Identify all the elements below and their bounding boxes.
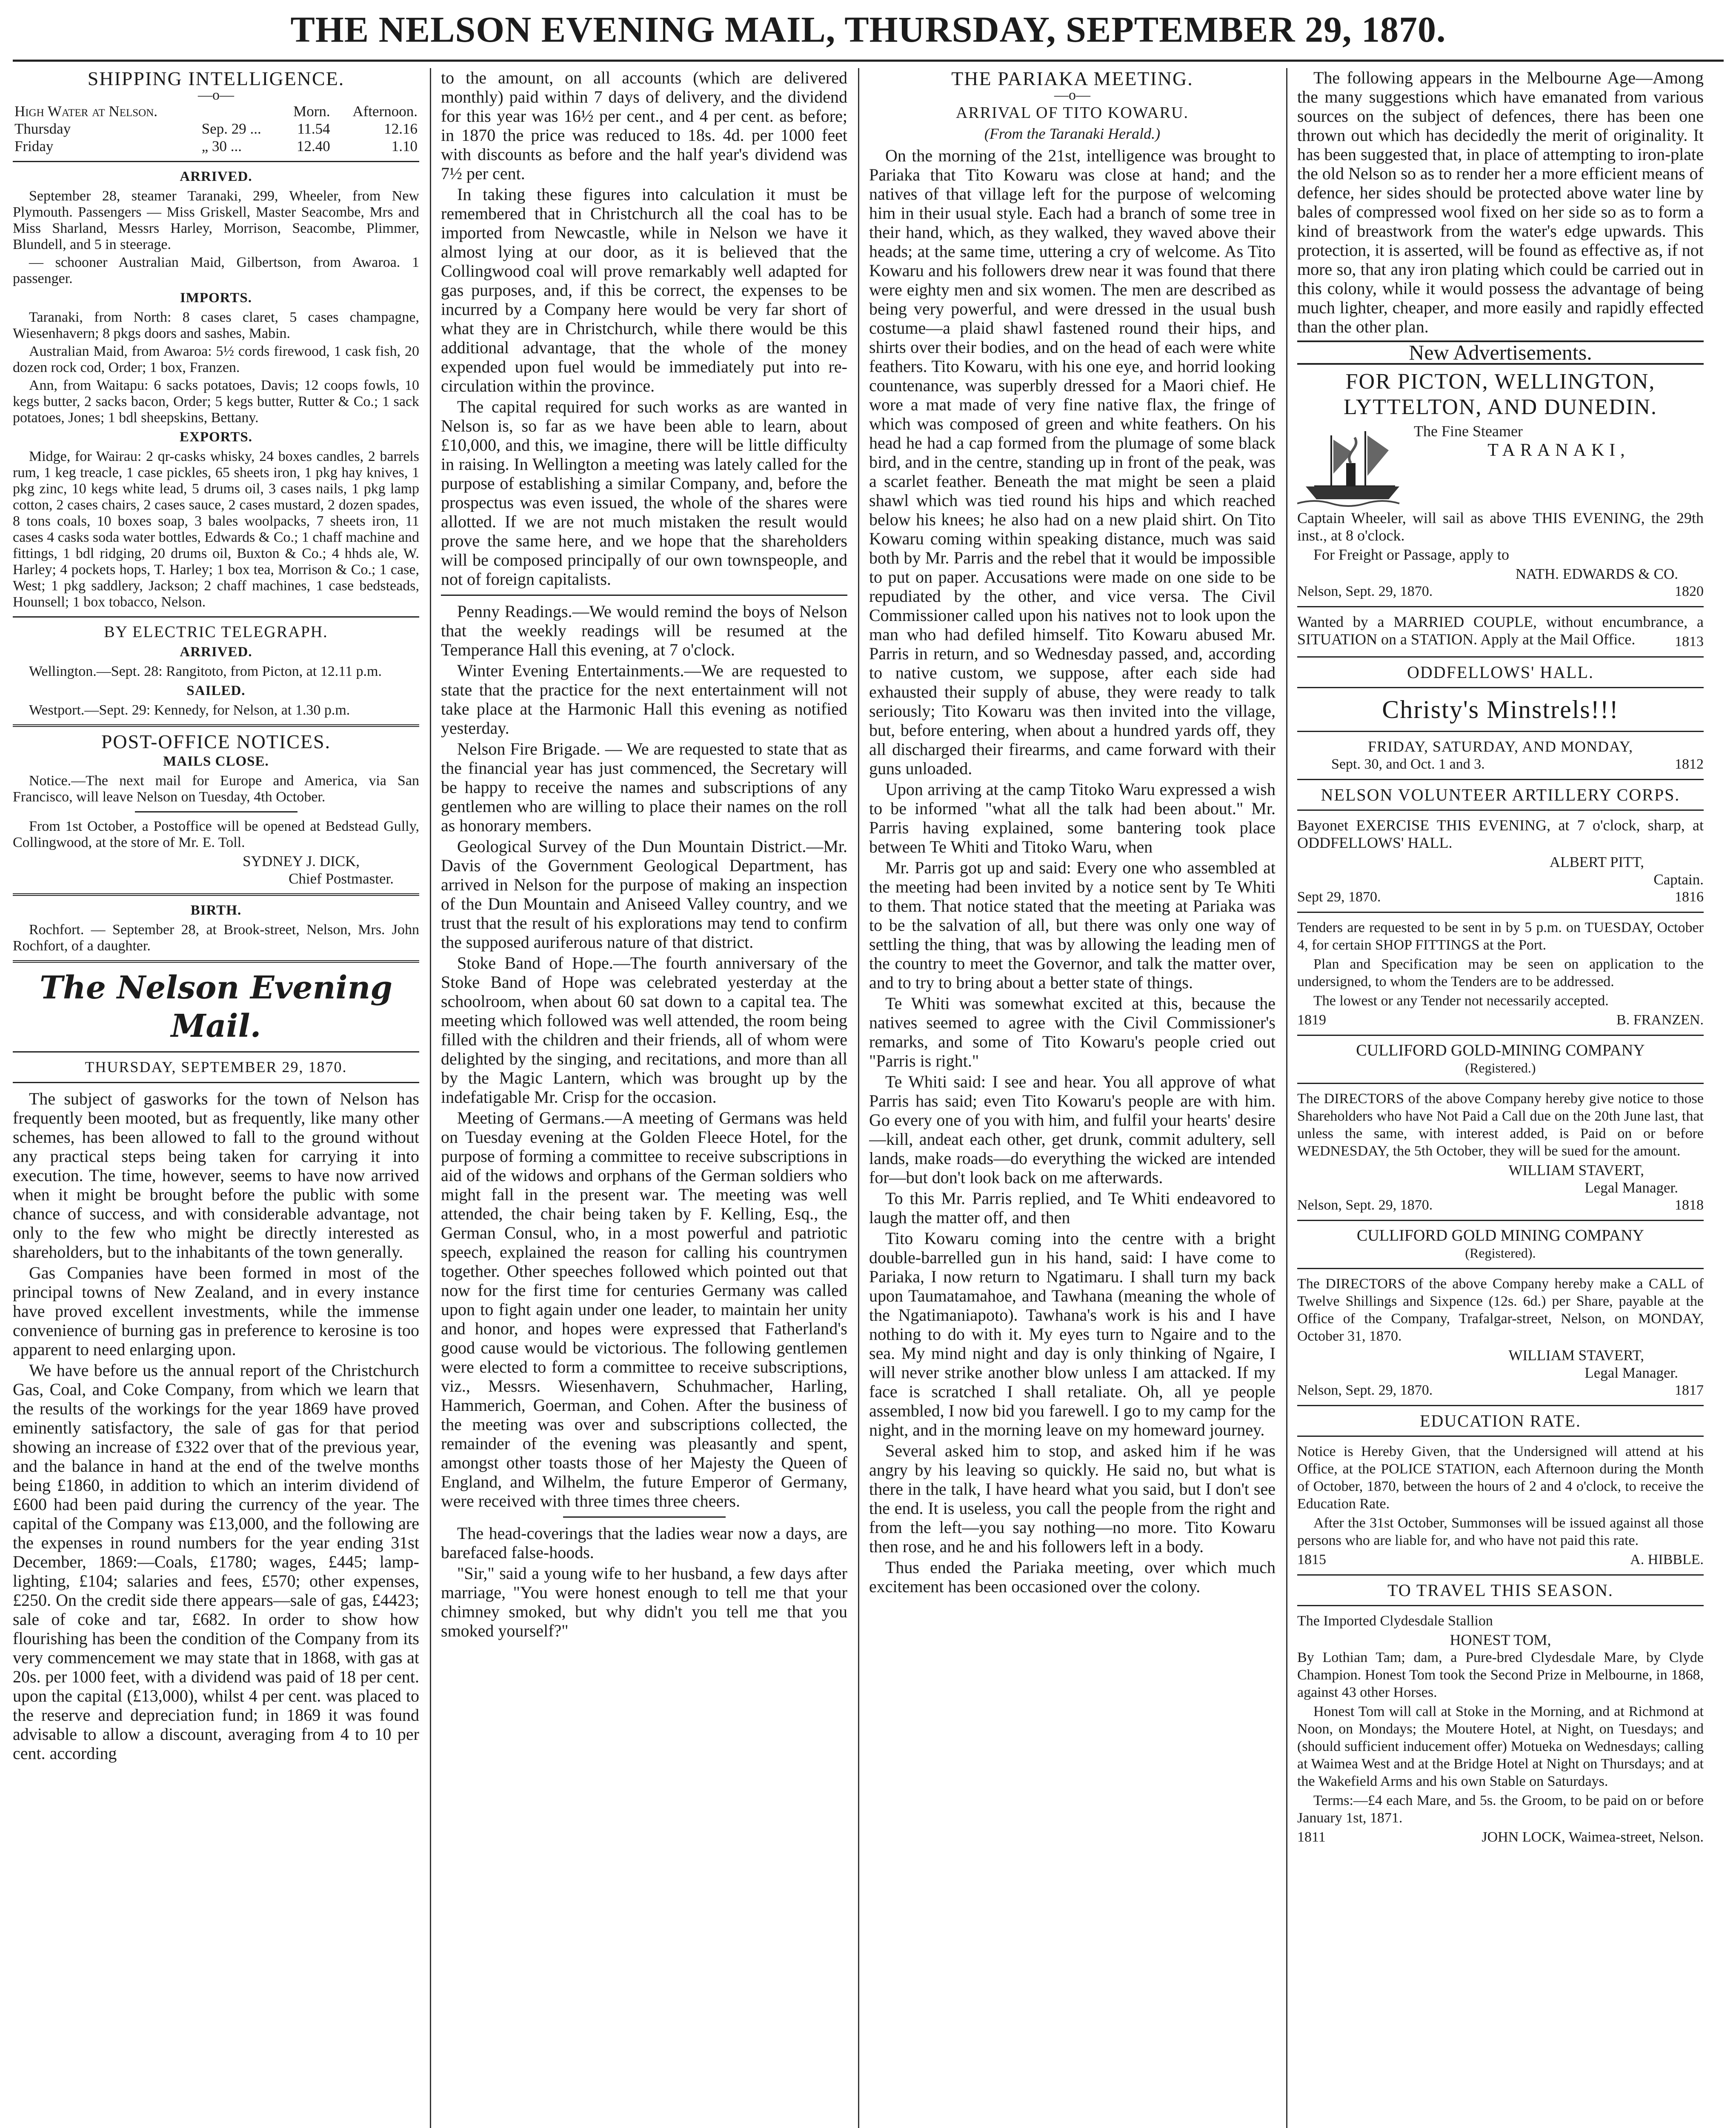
ad-text: Wanted by a MARRIED COUPLE, without encumbrance, a SITUATION on a STATION. Apply at the Mail Office. (1297, 613, 1704, 648)
divider (1297, 912, 1704, 913)
column-divider (1286, 68, 1287, 2128)
paragraph: to the amount, on all accounts (which are delivered monthly) paid within 7 days of delivery, and the dividend for this year was 16½ per cent., and 4 per cent. as before; in 1870 the price was reduced to 18s. 4d. per 1000 feet with discounts as before and the half year's dividend was 7½ per cent. (441, 68, 847, 183)
divider (13, 1082, 419, 1083)
divider-ornament: —o— (198, 87, 234, 103)
tide-cell: 12.40 (296, 138, 330, 154)
signature-title: Legal Manager. (1584, 1364, 1678, 1381)
ad-text: By Lothian Tam; dam, a Pure-bred Clydesdale Mare, by Clyde Champion. Honest Tom took the Second Prize in Melbourne, in 1868, against 43 other Horses. (1297, 1650, 1704, 1700)
signature: ALBERT PITT, (1549, 854, 1644, 870)
paragraph: Nelson Fire Brigade. — We are requested to state that as the financial year has just commenced, the Secretary will be happy to receive the names and subscriptions of any gentlemen who are willing to place their names on the roll as honorary members. (441, 739, 847, 835)
signature-title: Captain. (1653, 871, 1704, 888)
signature-title: Chief Postmaster. (289, 870, 394, 887)
paragraph: September 28, steamer Taranaki, 299, Wheeler, from New Plymouth. Passengers — Miss Griskell, Master Seacombe, Mrs and Miss Sharland, Messrs Harley, Morrison, Seacombe, Plimmer, Blundell, and 5 in steerage. (13, 188, 419, 252)
ad-text: The DIRECTORS of the above Company hereby give notice to those Shareholders who have Not Paid a Call due on the 20th June last, that unless the same, with interest added, is Paid on or before WEDNESDAY, the 5th October, they will be sued for the amount. (1297, 1091, 1704, 1159)
ad-number: 1817 (1675, 1382, 1704, 1398)
tide-cell: 12.16 (384, 120, 418, 137)
paragraph: We have before us the annual report of the Christchurch Gas, Coal, and Coke Company, from which we learn that the results of the workings for the year 1869 have proved eminently satisfactory, the sale of gas for that period showing an increase of £322 over that of the previous year, and the balance in hand at the end of the twelve months being £1860, in addition to which an interim dividend of £600 had been paid during the currency of the year. The capital of the Company was £13,000, and the following are the expenses in round numbers for the year ending 31st December, 1869:—Coals, £1780; wages, £445; lamp-lighting, £104; salaries and fees, £570; other expenses, £250. On the credit side there appears—sale of gas, £4423; sale of coke and tar, £682. In order to show how flourishing has been the condition of the Company from its very commencement we may state that in 1868, with gas at 20s. per 1000 feet, with a dividend was paid of 18 per cent. upon the capital (£13,000), whilst 4 per cent. was placed to the reserve and depreciation fund; in 1869 it was found advisable to allow a discount, averaging from 4 to 10 per cent. according (13, 1361, 419, 1763)
masthead: THE NELSON EVENING MAIL, THURSDAY, SEPTEMBER 29, 1870. (290, 9, 1446, 50)
ad-subheading: (Registered.) (1465, 1060, 1536, 1075)
ad-heading: EDUCATION RATE. (1420, 1411, 1581, 1430)
signature: SYDNEY J. DICK, (243, 853, 360, 870)
date-line: THURSDAY, SEPTEMBER 29, 1870. (85, 1058, 347, 1075)
divider (13, 724, 419, 727)
divider (1297, 1083, 1704, 1084)
ad-number: 1813 (1675, 634, 1704, 649)
divider-ornament: —o— (1054, 87, 1090, 103)
signature-title: Legal Manager. (1584, 1179, 1678, 1196)
exports-heading: EXPORTS. (180, 429, 252, 445)
ad-number: 1815 (1297, 1552, 1326, 1567)
paragraph: "Sir," said a young wife to her husband, a few days after marriage, "You were honest enough to tell me that your chimney smoked, but why didn't you tell me that you smoked yourself?" (441, 1564, 847, 1640)
signature: B. FRANZEN. (1616, 1012, 1704, 1028)
divider (1297, 687, 1704, 688)
divider (1297, 606, 1704, 607)
paragraph: To this Mr. Parris replied, and Te Whiti endeavored to laugh the matter off, and then (869, 1189, 1276, 1227)
divider (13, 161, 419, 162)
ad-footer (1297, 755, 1704, 773)
ad-text: Plan and Specification may be seen on application to the undersigned, to whom the Tenders are to be addressed. (1297, 956, 1704, 990)
column-3 (869, 68, 1276, 2128)
tide-header: Afternoon. (352, 103, 418, 120)
ad-title: Christy's Minstrels!!! (1382, 695, 1619, 724)
birth-heading: BIRTH. (190, 903, 242, 918)
divider (1297, 809, 1704, 811)
paragraph: The subject of gasworks for the town of Nelson has frequently been mooted, but as frequently, like many other schemes, has been allowed to fall to the ground without any practical steps being taken for carrying it into execution. The time, however, seems to have now arrived when it might be brought before the public with some chance of success, and with considerable advantage, not only to the few who might be directly interested as shareholders, but to the inhabitants of the town generally. (13, 1089, 419, 1261)
ad-heading: CULLIFORD GOLD MINING COMPANY (1356, 1227, 1644, 1244)
divider (13, 960, 419, 963)
divider (13, 893, 419, 896)
ad-text: After the 31st October, Summonses will be issued against all those persons who are liable for, and who have not paid this rate. (1297, 1515, 1704, 1548)
ad-text: Captain Wheeler, will sail as above THIS EVENING, the 29th inst., at 8 o'clock. (1297, 509, 1704, 544)
ad-number: 1818 (1675, 1197, 1704, 1213)
paragraph: The capital required for such works as are wanted in Nelson is, so far as we have been able to learn, about £10,000, and this, we imagine, there will be little difficulty in raising. In Wellington a meeting was lately called for the purpose of establishing a similar Company, and, before the prospectus was even issued, the whole of the shares were allotted. If we are not much mistaken the result would prove the same here, and we hope that the shareholders will be composed principally of our own townspeople, and not of foreign capitalists. (441, 397, 847, 589)
paragraph: Winter Evening Entertainments.—We are requested to state that the practice for the next entertainment will not take place at the Harmonic Hall this evening as notified yesterday. (441, 661, 847, 738)
ad-number: 1820 (1675, 583, 1704, 599)
paragraph: Stoke Band of Hope.—The fourth anniversary of the Stoke Band of Hope was celebrated yesterday at the schoolroom, when about 60 sat down to a capital tea. The meeting which followed was well attended, the room being filled with the children and their friends, all of whom were delighted by the singing, and recitations, and more than all by the Magic Lantern, which was brought up by the indefatigable Mr. Crisp for the occasion. (441, 953, 847, 1107)
divider (135, 811, 297, 812)
ad-text: Terms:—£4 each Mare, and 5s. the Groom, to be paid on or before January 1st, 1871. (1297, 1793, 1704, 1826)
ad-heading: TO TRAVEL THIS SEASON. (1387, 1581, 1613, 1600)
arrived-heading: ARRIVED. (180, 644, 252, 660)
ad-heading: FOR PICTON, WELLINGTON, LYTTELTON, AND DUNEDIN. (1344, 369, 1657, 419)
divider (1297, 1405, 1704, 1406)
ad-date: Nelson, Sept. 29, 1870. (1297, 1382, 1433, 1398)
divider (13, 616, 419, 618)
ad-footer (1297, 1011, 1704, 1029)
paragraph: Penny Readings.—We would remind the boys of Nelson that the weekly readings will be resumed at the Temperance Hall this evening, at 7 o'clock. (441, 602, 847, 659)
paragraph: Mr. Parris got up and said: Every one who assembled at the meeting had been invited by a notice sent by Te Whiti to them. That notice stated that the meeting at Pariaka was to be the salvation of all, but there was only one way of settling the thing, that was by allowing the leading men of the country to meet the Governor, and talk the matter over, and to try to bring about a better state of things. (869, 858, 1276, 992)
ad-text: The Fine Steamer (1414, 423, 1523, 440)
tide-table (13, 103, 419, 155)
ad-text: For Freight or Passage, apply to (1313, 546, 1509, 563)
byline: (From the Taranaki Herald.) (984, 125, 1161, 142)
paragraph: Several asked him to stop, and asked him if he was angry by his leaving so quickly. He said no, but what is there in the talk, I have heard what you said, but I don't see the end. It is useless, you call the people from the right and from the left—you say nothing—no more. Tito Kowaru then rose, and he and his followers left in a body. (869, 1441, 1276, 1556)
ad-number: 1812 (1675, 756, 1704, 772)
ad-text: The DIRECTORS of the above Company hereby make a CALL of Twelve Shillings and Sixpence (12s. 6d.) per Share, payable at the Office of the Company, Trafalgar-street, Nelson, on MONDAY, October 31, 1870. (1297, 1276, 1704, 1344)
paragraph: Notice.—The next mail for Europe and America, via San Francisco, will leave Nelson on Tuesday, 4th October. (13, 773, 419, 805)
divider (1297, 1574, 1704, 1576)
post-office-heading: POST-OFFICE NOTICES. (101, 731, 331, 752)
ad-text: Bayonet EXERCISE THIS EVENING, at 7 o'clock, sharp, at ODDFELLOWS' HALL. (1297, 817, 1704, 851)
divider (1297, 1268, 1704, 1269)
divider (13, 1051, 419, 1053)
arrived-heading: ARRIVED. (180, 169, 252, 184)
column-divider (858, 68, 859, 2128)
ad-footer (1297, 888, 1704, 906)
divider (563, 1516, 726, 1518)
ad-heading: CULLIFORD GOLD-MINING COMPANY (1356, 1041, 1645, 1059)
article-heading: THE PARIAKA MEETING. (951, 68, 1193, 89)
paragraph: Upon arriving at the camp Titoko Waru expressed a wish to be informed "what all the talk had been about." Mr. Parris having explained, some bantering took place between Te Whiti and Titoko Waru, when (869, 780, 1276, 856)
divider (1297, 1035, 1704, 1036)
paragraph: Te Whiti said: I see and hear. You all approve of what Parris has said; even Tito Kowaru's people are with him. Go every one of you with him, and fulfil your hearts' desire—kill, andeat each other, get drunk, commit adultery, sell lands, make roads—do everything the wicked are intended for—but don't look back on me afterwards. (869, 1072, 1276, 1187)
tide-cell: Friday (14, 138, 54, 154)
ad-text: Sept. 30, and Oct. 1 and 3. (1331, 756, 1485, 772)
paragraph: From 1st October, a Postoffice will be opened at Bedstead Gully, Collingwood, at the store of Mr. E. Toll. (13, 818, 419, 850)
ad-number: 1811 (1297, 1829, 1326, 1845)
signature: NATH. EDWARDS & CO. (1515, 566, 1678, 582)
ad-text: The lowest or any Tender not necessarily accepted. (1313, 993, 1609, 1009)
tide-cell: „ 30 ... (201, 138, 242, 154)
ad-number: 1816 (1675, 889, 1704, 905)
ad-footer (1297, 1381, 1704, 1399)
new-advertisements-heading: New Advertisements. (1297, 340, 1704, 365)
tide-cell: Sep. 29 ... (201, 120, 261, 137)
paper-title: The Nelson Evening Mail. (39, 970, 393, 1044)
shipping-heading: SHIPPING INTELLIGENCE. (87, 68, 345, 89)
ad-number: 1819 (1297, 1012, 1326, 1028)
sailed-heading: SAILED. (186, 683, 246, 698)
mails-heading: MAILS CLOSE. (163, 754, 269, 769)
paragraph: Gas Companies have been formed in most of the principal towns of New Zealand, and in every instance have proved excellent investments, while the immense convenience of burning gas in preference to kerosine is too apparent to need enlarging upon. (13, 1263, 419, 1359)
ad-footer (1297, 1551, 1704, 1568)
ad-date: Nelson, Sept. 29, 1870. (1297, 583, 1433, 599)
paragraph: Wellington.—Sept. 28: Rangitoto, from Picton, at 12.11 p.m. (29, 664, 382, 679)
ad-heading: NELSON VOLUNTEER ARTILLERY CORPS. (1321, 785, 1680, 804)
paragraph: Taranaki, from North: 8 cases claret, 5 cases champagne, Wiesenhavern; 8 pkgs doors and sashes, Mabin. (13, 309, 419, 341)
paragraph: — schooner Australian Maid, Gilbertson, from Awaroa. 1 passenger. (13, 255, 419, 286)
paragraph: Midge, for Wairau: 2 qr-casks whisky, 24 boxes candles, 2 barrels rum, 1 keg treacle, 1 case pickles, 65 sheets iron, 1 pkg hay knives, 1 pkg zinc, 10 kegs white lead, 5 drums oil, 3 cases nails, 1 pkg lamp cotton, 2 cases chairs, 2 cases sauce, 2 cases mustard, 2 dozen spades, 8 tons coals, 10 boxes soap, 3 bales woolpacks, 7 sheets iron, 11 cases 4 casks soda water bottles, Edwards & Co.; 1 chaff machine and fittings, 1 bdl ridging, 20 drums oil, Buxton & Co.; 4 hhds ale, W. Harley; 4 pockets hops, T. Harley; 1 box tea, Morrison & Co.; 1 case, West; 1 pkg saddlery, Jackson; 2 chaff machines, 1 case bedsteads, Hounsell; 1 box tobacco, Nelson. (13, 449, 419, 610)
divider (1297, 1436, 1704, 1437)
ad-heading: ODDFELLOWS' HALL. (1407, 663, 1594, 682)
paragraph: Te Whiti was somewhat excited at this, because the natives seemed to agree with the Civil Commissioner's remarks, and some of Tito Kowaru's people cried out "Parris is right." (869, 994, 1276, 1070)
column-4 (1297, 68, 1704, 2128)
paragraph: Meeting of Germans.—A meeting of Germans was held on Tuesday evening at the Golden Fleece Hotel, for the purpose of forming a committee to receive subscriptions in aid of the widows and orphans of the German soldiers who might fall in the present war. The meeting was well attended, the chair being taken by F. Kelling, Esq., the German Consul, who, in a most powerful and patriotic speech, explained the reason for calling his countrymen together. Other speeches followed which pointed out that now for the first time for centuries Germany was called upon to fight again under one leader, to maintain her unity and honor, and hopes were expressed that Fatherland's good cause would be victorious. The following gentlemen were elected to form a committee to receive subscriptions, viz., Messrs. Wiesenhavern, Schuhmacher, Harling, Hammerich, Goerman, and Cohen. After the business of the meeting was over and subscriptions collected, the remainder of the evening was pleasantly and spent, amongst other toasts those of her Majesty the Queen of England, and Wilhelm, the future Emperor of Germany, were received with three times three cheers. (441, 1108, 847, 1510)
tide-header: Morn. (293, 103, 330, 120)
ad-text: Honest Tom will call at Stoke in the Morning, and at Richmond at Noon, on Mondays; the Moutere Hotel, at Night, on Tuesdays; and (should sufficient inducement offer) Motueka on Wednesdays; calling at Waimea West and at the Bridge Hotel at Night on Thursdays; and at the Wakefield Arms and his own Stable on Saturdays. (1297, 1704, 1704, 1789)
divider (1297, 656, 1704, 658)
steamer-ship-icon (1297, 423, 1408, 508)
divider (1297, 1220, 1704, 1221)
paragraph: Australian Maid, from Awaroa: 5½ cords firewood, 1 cask fish, 20 dozen rock cod, Order; 1 box, Franzen. (13, 343, 419, 375)
ad-footer (1297, 1196, 1704, 1214)
ad-text: The Imported Clydesdale Stallion (1297, 1613, 1493, 1629)
paragraph: The head-coverings that the ladies wear now a days, are barefaced false-hoods. (441, 1524, 847, 1562)
divider (1297, 731, 1704, 732)
ad-footer (1297, 583, 1704, 600)
tide-header: High Water at Nelson. (14, 103, 157, 120)
tide-cell: 1.10 (391, 138, 418, 154)
signature: WILLIAM STAVERT, (1508, 1347, 1644, 1364)
telegraph-heading: BY ELECTRIC TELEGRAPH. (104, 623, 328, 641)
masthead-rule (13, 60, 1724, 62)
paragraph: Geological Survey of the Dun Mountain District.—Mr. Davis of the Government Geological Department, has arrived in Nelson for the purpose of making an inspection of the Dun Mountain and Aniseed Valley country, and we trust that the result of his explorations may tend to confirm the supposed auriferous nature of that district. (441, 837, 847, 952)
column-1 (13, 68, 419, 2128)
divider (441, 595, 847, 596)
column-2 (441, 68, 847, 2128)
imports-heading: IMPORTS. (180, 290, 252, 306)
ad-date: Nelson, Sept. 29, 1870. (1297, 1197, 1433, 1213)
paragraph: Thus ended the Pariaka meeting, over which much excitement has been occasioned over the colony. (869, 1558, 1276, 1596)
paragraph: Rochfort. — September 28, at Brook-street, Nelson, Mrs. John Rochfort, of a daughter. (13, 922, 419, 954)
paragraph: Tito Kowaru coming into the centre with a bright double-barrelled gun in his hand, said: I have come to Pariaka, I now return to Ngatimaru. I shall turn my back upon Taumatamahoe, and Tawhana (meaning the whole of the Ngatimaniapoto). Tawhana's work is his and I have nothing to do with it. My eyes turn to Ngaire and to the sea. My mind night and day is only thinking of Ngaire, I will never strike another blow unless I am attacked. If my face is scratched I shall retaliate. Oh, all ye people assembled, I now bid you farewell. I go to my camp for the night, and in the morning leave on my homeward journey. (869, 1229, 1276, 1439)
paragraph: Westport.—Sept. 29: Kennedy, for Nelson, at 1.30 p.m. (29, 702, 350, 718)
ad-text: Notice is Hereby Given, that the Undersigned will attend at his Office, at the POLICE STATION, each Afternoon during the Month of October, 1870, between the hours of 2 and 4 o'clock, to receive the Education Rate. (1297, 1444, 1704, 1512)
divider (1297, 1605, 1704, 1606)
divider (1297, 779, 1704, 780)
ad-date: Sept 29, 1870. (1297, 889, 1381, 905)
signature: A. HIBBLE. (1630, 1552, 1704, 1567)
paragraph: Ann, from Waitapu: 6 sacks potatoes, Davis; 12 coops fowls, 10 kegs butter, 2 sacks bacon, Order; 5 kegs butter, Rutter & Co.; 1 sack potatoes, Jones; 1 bdl sheepskins, Bettany. (13, 378, 419, 426)
paragraph: The following appears in the Melbourne Age—Among the many suggestions which have emanated from various sources on the subject of defences, there has been one thrown out which has decidedly the merit of originality. It has been suggested that, in place of attempting to iron-plate the old Nelson so as to render her a more efficient means of defence, her sides should be protected above water line by bales of compressed wool fixed on her side so as to form a kind of breastwork from the water's edge upwards. This protection, it is asserted, will be found as effective as, if not more so, that any iron plating which could be carried out in this colony, while it would possess the advantage of being much lighter, cheaper, and more easily and rapidly effected than the other plan. (1297, 68, 1704, 336)
signature: JOHN LOCK, Waimea-street, Nelson. (1481, 1829, 1704, 1845)
ad-ship-name: TARANAKI, (1487, 440, 1630, 460)
ad-text: Tenders are requested to be sent in by 5 p.m. on TUESDAY, October 4, for certain SHOP FITTINGS at the Port. (1297, 920, 1704, 953)
signature: WILLIAM STAVERT, (1508, 1162, 1644, 1178)
article-subheading: ARRIVAL OF TITO KOWARU. (955, 104, 1189, 122)
paragraph: In taking these figures into calculation it must be remembered that in Christchurch all the coal has to be imported from Newcastle, while in Nelson we have it almost lying at our door, as it is believed that the Collingwood coal will prove remarkably well adapted for gas purposes, and, if this be correct, the expenses to be incurred by a Company here would be very far short of what they are in Christchurch, while there would be this additional advantage, that the whole of the money expended upon fuel would be immediately put into re-circulation within the province. (441, 185, 847, 395)
ad-subheading: (Registered). (1465, 1245, 1536, 1261)
ad-title: HONEST TOM, (1450, 1631, 1551, 1648)
paragraph: On the morning of the 21st, intelligence was brought to Pariaka that Tito Kowaru was close at hand; and the natives of that village left for the purpose of welcoming him in their usual style. Each had a branch of some tree in their hand, which, as they walked, they waved above their heads; at the same time, uttering a cry of welcome. As Tito Kowaru and his followers drew near it was found that there were eighty men and six women. The men are described as being very powerful, and were dressed in the usual bush costume—a plaid shawl fastened round their hips, and shirts over their bodies, and on the head of each were white feathers. Tito Kowaru, with his one eye, and horrid looking countenance, was superbly dressed for a Maori chief. He wore a mat made of very fine native flax, the fringe of which was composed of green and white feathers. On his head he had a cap formed from the plumage of some black bird, and in the centre, standing up in front of the peak, was a scarlet feather. Beneath the mat might be seen a plaid shawl which was tied round his hips and which reached below his knees; he also had on a new plaid shirt. On Tito Kowaru coming within speaking distance, much was said both by Mr. Parris and the rebel that it would be impossible to put on paper. Accusations were made on one side to be repudiated by the other, and vice versa. The Civil Commissioner called upon his natives not to look upon the man who had defiled himself. Tito Kowaru abused Mr. Parris in return, and so Wednesday passed, and, according to native custom, we suppose, after each side had exhausted their supply of abuse, they were ready to talk seriously; Tito Kowaru was then invited into the village, but, before entering, when about a hundred yards off, they all discharged their firearms, and came forward with their guns unloaded. (869, 146, 1276, 778)
tide-cell: Thursday (14, 120, 71, 137)
column-divider (430, 68, 431, 2128)
ad-text: FRIDAY, SATURDAY, AND MONDAY, (1367, 738, 1633, 755)
ad-footer (1297, 1828, 1704, 1846)
tide-cell: 11.54 (297, 120, 330, 137)
